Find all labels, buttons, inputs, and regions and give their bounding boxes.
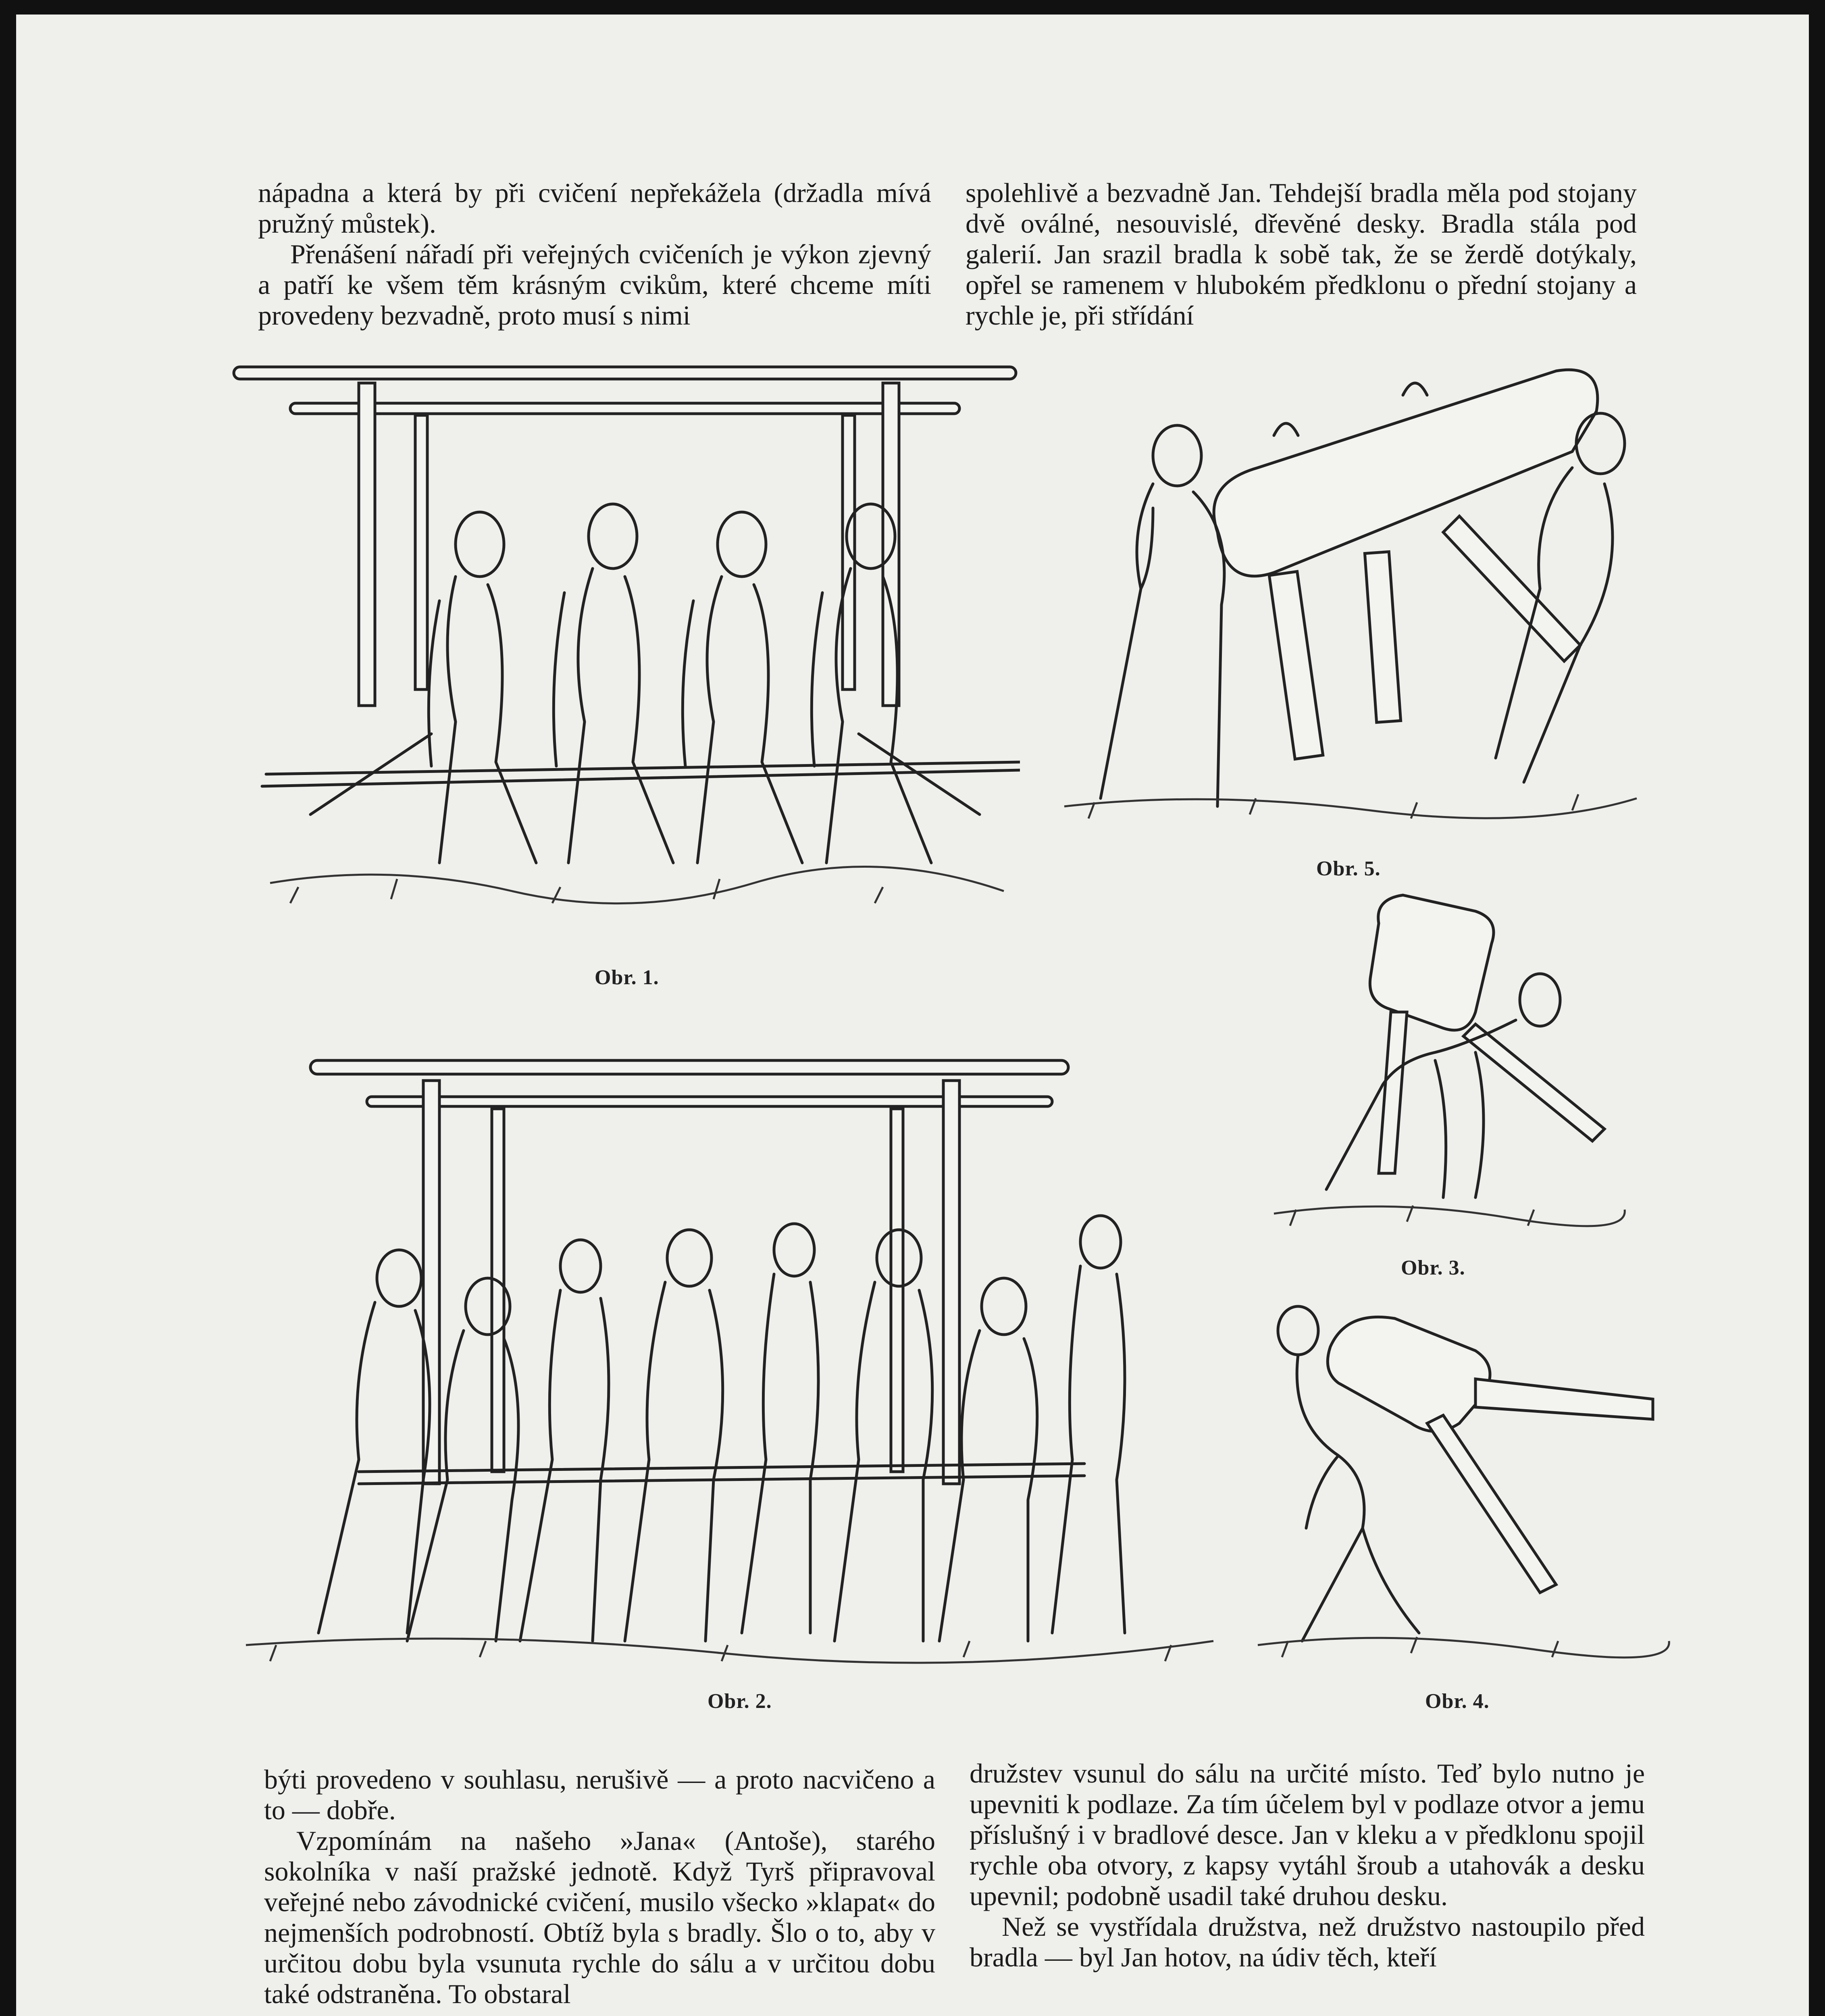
men-carrying-parallel-bars-drawing [230, 359, 1020, 956]
paragraph: nápadna a která by při cvičení nepřekážela (držadla mívá pružný můstek). [258, 177, 931, 239]
man-carrying-horse-on-shoulders-drawing [1250, 1302, 1677, 1665]
figure-3-caption: Obr. 3. [1401, 1256, 1465, 1279]
paragraph: Přenášení nářadí při veřejných cvičeních je výkon zjevný a patří ke všem těm krásným cvikům, které chceme míti provedeny bezvadně, proto musí s nimi [258, 239, 931, 331]
bottom-left-column [264, 1764, 935, 2009]
top-right-column [966, 177, 1637, 331]
figure-1-illustration [230, 359, 1020, 956]
top-left-column [258, 177, 931, 331]
paragraph: družstev vsunul do sálu na určité místo. Teď bylo nutno je upevniti k podlaze. Za tím účelem byl v podlaze otvor a jemu příslušný i v bradlové desce. Jan v kleku a v předklonu spojil rychle oba otvory, z kapsy vytáhl šroub a utahovák a desku upevnil; podobně usadil také druhou desku. [970, 1758, 1645, 1911]
figure-1-caption: Obr. 1. [595, 966, 659, 989]
figure-3-illustration [1266, 891, 1629, 1238]
figure-2-caption: Obr. 2. [708, 1690, 772, 1713]
figure-5-illustration [1048, 363, 1645, 839]
paragraph: spolehlivě a bezvadně Jan. Tehdejší bradla měla pod stojany dvě oválné, nesouvislé, dřevěné desky. Bradla stála pod galerií. Jan srazil bradla k sobě tak, že se žerdě dotýkaly, opřel se ramenem v hlubokém předklonu o přední stojany a rychle je, při střídání [966, 177, 1637, 331]
bottom-right-column [970, 1758, 1645, 1972]
men-carrying-horse-drawing [1048, 363, 1645, 839]
man-carrying-horse-on-back-drawing [1266, 891, 1629, 1238]
paragraph: Než se vystřídala družstva, než družstvo nastoupilo před bradla — byl Jan hotov, na údiv těch, kteří [970, 1911, 1645, 1972]
figure-2-illustration [238, 1056, 1222, 1673]
paragraph: Vzpomínám na našeho »Jana« (Antoše), starého sokolníka v naší pražské jednotě. Když Tyrš připravoval veřejné nebo závodnické cvičení, musilo všecko »klapat« do nejmenších podrobností. Obtíž byla s bradly. Šlo o to, aby v určitou dobu byla vsunuta rychle do sálu a v určitou dobu také odstraněna. To obstaral [264, 1825, 935, 2009]
group-carrying-parallel-bars-drawing [238, 1056, 1222, 1673]
figure-4-illustration [1250, 1302, 1677, 1665]
figure-5-caption: Obr. 5. [1316, 857, 1381, 880]
paragraph: býti provedeno v souhlasu, nerušivě — a proto nacvičeno a to — dobře. [264, 1764, 935, 1825]
figure-4-caption: Obr. 4. [1425, 1690, 1490, 1713]
